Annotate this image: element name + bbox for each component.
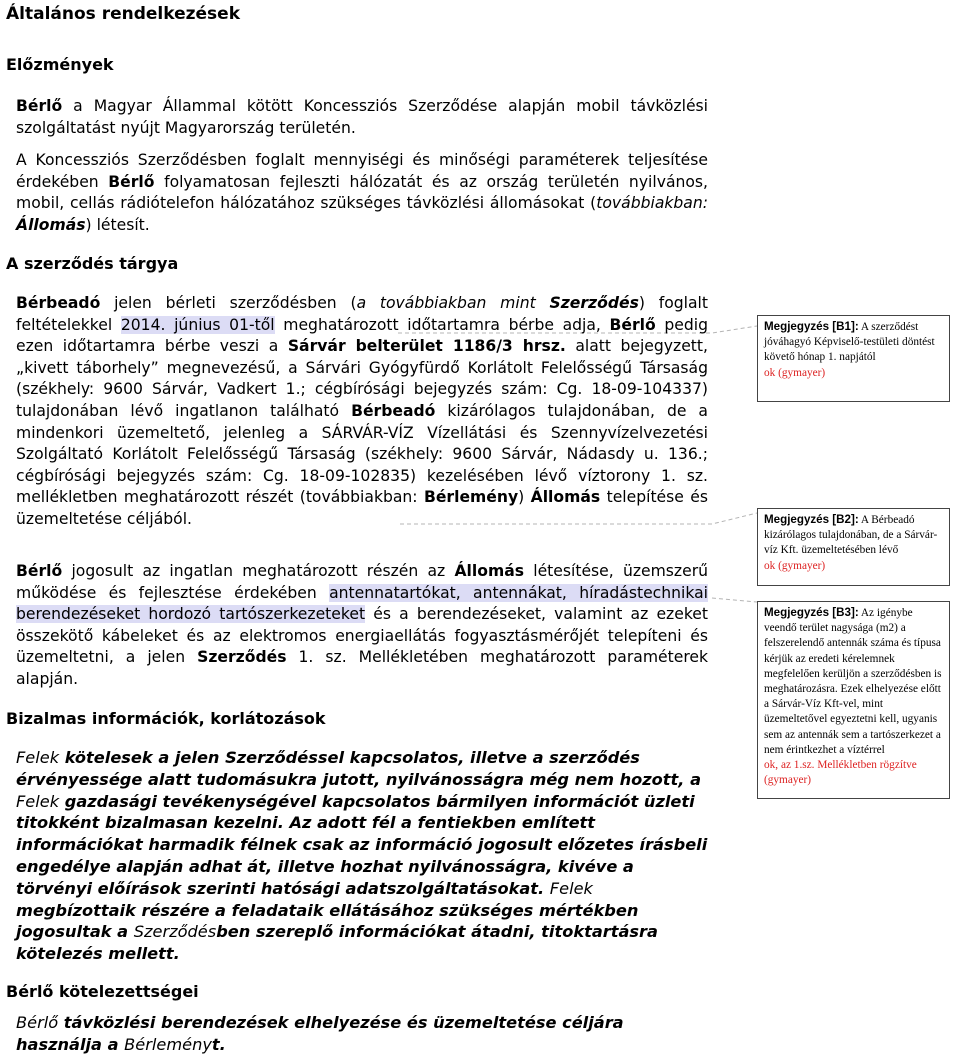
term-parties: Felek (549, 878, 593, 898)
text-run: 1. sz. mellékletben meghatározott részét (továbbiakban: (16, 466, 709, 507)
term-lessee: Bérlő (16, 562, 63, 580)
confidential-paragraph (16, 747, 708, 965)
comment-b3[interactable] (757, 601, 950, 799)
preliminaries-paragraph-2 (16, 150, 708, 236)
comment-b2[interactable] (757, 508, 950, 586)
comment-author: ok, az 1.sz. Mellékletben rögzítve (gymayer) (764, 759, 917, 787)
text-run: folyamatosan fejleszti hálózatát és az ország területén nyilvános, mobil, cellás rádiótelefon hálózatához szükséges távközlési állomásokat ( (16, 172, 708, 213)
text-run: meghatározott időtartamra bérbe adja, (274, 315, 610, 334)
heading-preliminaries: Előzmények (6, 55, 114, 74)
text-run: létesítése, üzemszerű működése és fejlesztése érdekében (16, 562, 708, 602)
comment-text: A szerződést jóváhagyó Képviselő-testületi döntést követő hónap 1. napjától (764, 321, 935, 364)
term-station: Állomás (16, 215, 86, 234)
term-contract: Szerződés (549, 294, 639, 312)
comment-text: A Bérbeadó kizárólagos tulajdonában, de a Sárvár-víz Kft. üzemeltetésében lévő (764, 514, 938, 557)
term-station: Állomás (454, 562, 524, 580)
heading-subject: A szerződés tárgya (6, 254, 179, 273)
highlight-antenna-structures[interactable]: antennatartókat, antennákat, híradástechnikai berendezéseket hordozó tartószerkezeteket (16, 583, 709, 624)
term-lessee: Bérlő (609, 315, 656, 334)
comment-label: Megjegyzés [B1]: (764, 320, 859, 333)
comment-label: Megjegyzés [B2]: (764, 513, 859, 526)
term-lessor: Bérbeadó (16, 294, 101, 312)
connector-b3 (712, 598, 757, 602)
text-run: jelen bérleti szerződésben ( (100, 294, 357, 312)
text-run: alatt bejegyzett, „kivett táborhely” megnevezésű, a Sárvári Gyógyfürdő Korlátolt Felelősségű Társaság (székhely: 9600 Sárvár, Vadkert 1.; cégbírósági bejegyzés szám: Cg. 18-09-104337) tulajdonában lévő ingatlanon található (16, 337, 708, 420)
term-lessor: Bérbeadó (351, 401, 436, 420)
preliminaries-paragraph-1 (16, 96, 708, 139)
heading-general: Általános rendelkezések (6, 4, 240, 24)
text-run: kizárólagos tulajdonában, de a mindenkori üzemeltető, jelenleg a SÁRVÁR-VÍZ Vízellátási és Szennyvízelvezetési Szolgáltató Korlátolt Felelősségű Társaság (székhely: 9600 Sárvár, Nádasdy u. 136.; cégbírósági bejegyzés szám: Cg. 18-09-102835) kezelésében lévő víztorony (16, 401, 708, 485)
heading-obligations: Bérlő kötelezettségei (6, 982, 199, 1001)
comment-label: Megjegyzés [B3]: (764, 606, 859, 619)
text-run: ) létesít. (85, 215, 150, 234)
text-run: kötelesek a jelen Szerződéssel kapcsolatos, illetve a szerződés érvényessége alatt tudomásukra jutott, nyilvánosságra még nem hozott, a (16, 748, 701, 789)
property-reference: Sárvár belterület 1186/3 hrsz. (287, 337, 566, 356)
term-lessee: Bérlő (16, 1013, 59, 1032)
text-run: telepítése és üzemeltetése céljából. (16, 488, 708, 528)
heading-confidential: Bizalmas információk, korlátozások (6, 709, 326, 728)
comment-author: ok (gymayer) (764, 366, 826, 379)
text-run: ) (518, 488, 531, 507)
text-run: megbízottaik részére a feladataik ellátásához szükséges mértékben jogosultak a (16, 900, 639, 942)
text-run: 1. sz. Mellékletében meghatározott paraméterek alapján. (16, 648, 709, 688)
text-run: A Koncessziós Szerződésben foglalt mennyiségi és minőségi paraméterek teljesítése érdekében (16, 151, 708, 191)
term-parties: Felek (16, 791, 60, 811)
term-parties: Felek (16, 748, 60, 767)
term-contract: Szerződés (133, 922, 217, 942)
text-run: gazdasági tevékenységével kapcsolatos bármilyen információt üzleti titokként bizalmasan kezelni. Az adott fél a fentiekben említett információkat harmadik félnek csak az információ jogosult előzetes írásbeli engedélye alapján adhat át, illetve hozhat nyilvánosságra, kivéve a törvényi előírások szerinti hatósági adatszolgáltatásokat. (16, 791, 708, 898)
comment-b1[interactable] (757, 315, 950, 402)
text-run: továbbiakban: (596, 194, 708, 213)
text-run: és a berendezéseket, valamint az ezeket összekötő kábeleket és az elektromos energiaellátás fogyasztásmérőjét telepíteni és üzemeltetni, a jelen (16, 605, 708, 667)
text-run: pedig ezen időtartamra bérbe veszi a (16, 315, 709, 356)
text-run: a Magyar Állammal kötött Koncessziós Szerződése alapján mobil távközlési szolgáltatást nyújt Magyarország területén. (16, 97, 708, 137)
text-run: ) foglalt feltételekkel (16, 294, 709, 334)
term-contract: Szerződés (197, 648, 287, 667)
subject-paragraph-2 (16, 561, 708, 691)
term-lessee: Bérlő (108, 172, 155, 191)
subject-paragraph-1 (16, 293, 708, 531)
comment-text: Az igénybe veendő terület nagysága (m2) a felszerelendő antennák száma és típusa kérjük az eredeti kérelemnek megfelelően kerüljön a szerződésben is meghatározásra. Ezek elhelyezése előtt a Sárvár-Víz Kft-vel, mint üzemeltetővel egyeztetni kell, ugyanis sem az antennák sem a tartószerkezet a nem érintkezhet a víztérrel (764, 607, 942, 756)
text-run: ben szereplő információkat átadni, titoktartásra kötelezés mellett. (16, 922, 658, 964)
term-premises: Bérlemény (423, 488, 519, 507)
term-station: Állomás (530, 488, 601, 507)
comment-author: ok (gymayer) (764, 559, 826, 572)
obligations-paragraph (16, 1012, 708, 1056)
text-run: t. (211, 1035, 226, 1054)
highlight-start-date[interactable]: 2014. június 01-től (120, 315, 275, 334)
term-lessee: Bérlő (16, 97, 63, 115)
text-run: távközlési berendezések elhelyezése és üzemeltetése céljára használja a (16, 1013, 624, 1054)
term-premises: Bérlemény (124, 1035, 212, 1054)
text-run: jogosult az ingatlan meghatározott részén az (62, 562, 455, 580)
text-run: a továbbiakban mint (356, 294, 550, 312)
